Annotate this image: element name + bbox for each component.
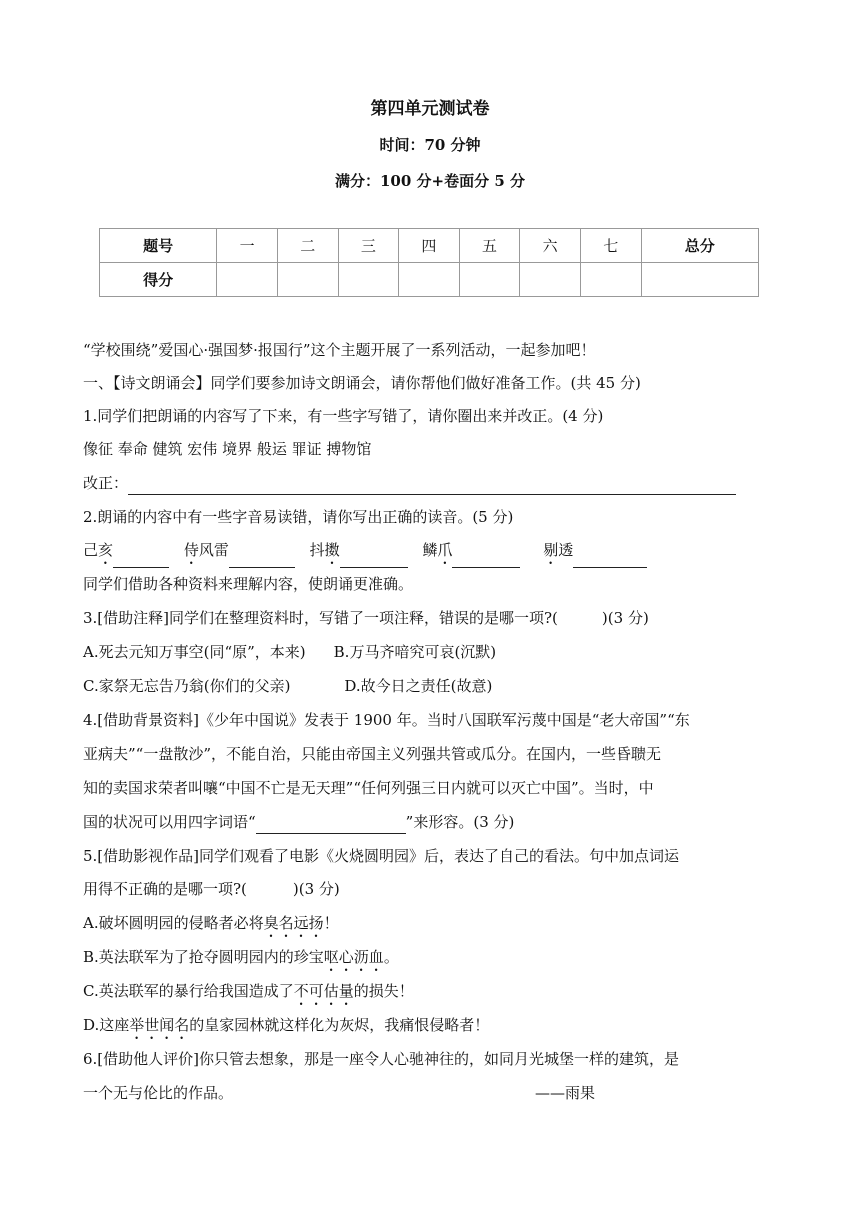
score-input-cell[interactable]: [399, 263, 460, 297]
word-text: 抖: [309, 541, 325, 559]
question-1-stem: 1.同学们把朗诵的内容写了下来，有一些字写错了，请你圈出来并改正。(4 分): [83, 407, 604, 425]
exam-full-score: 满分：100 分+卷面分 5 分: [335, 172, 525, 190]
dotted-char: 剔: [543, 541, 559, 559]
dotted-phrase: 不可估量: [293, 982, 354, 1000]
option-text: A.破坏圆明园的侵略者必将: [83, 914, 264, 932]
question-3-stem: [83, 606, 649, 630]
dotted-phrase: 臭名远扬: [263, 914, 324, 932]
dotted-phrase: 举世闻名: [129, 1016, 190, 1034]
question-2-stem: 2.朗诵的内容中有一些字音易读错，请你写出正确的读音。(5 分): [83, 508, 514, 526]
question-1-words: 像征 奉命 健筑 宏伟 境界 般运 罪证 搏物馆: [83, 440, 372, 458]
score-table: [99, 228, 759, 297]
option-a[interactable]: [83, 911, 339, 941]
option-text: C.英法联军的暴行给我国造成了: [83, 982, 294, 1000]
score-input-cell[interactable]: [580, 263, 641, 297]
dotted-phrase: 呕心沥血: [323, 948, 384, 966]
dotted-char: 侍: [183, 541, 199, 559]
question-1-answer: [83, 471, 736, 495]
question-6-line: 一个无与伦比的作品。: [83, 1084, 234, 1102]
word-text: 透: [558, 541, 574, 559]
table-cell: 题号: [100, 229, 217, 263]
option-text: ！: [323, 914, 339, 932]
question-text: 用得不正确的是哪一项?(: [83, 880, 247, 898]
option-text: D.这座: [83, 1016, 130, 1034]
word-text: 鳞: [422, 541, 438, 559]
score-input-cell[interactable]: [217, 263, 278, 297]
option-c[interactable]: C.家祭无忘告乃翁(你们的父亲): [83, 677, 291, 695]
question-2-items: [83, 538, 647, 568]
exam-time: 时间：70 分钟: [379, 136, 481, 154]
table-cell: 五: [459, 229, 520, 263]
option-d[interactable]: D.故今日之责任(故意): [344, 677, 493, 695]
question-6-line: 6.[借助他人评价]你只管去想象，那是一座令人心驰神往的，如同月光城堡一样的建筑，是: [83, 1050, 680, 1068]
question-5-line: 5.[借助影视作品]同学们观看了电影《火烧圆明园》后，表达了自己的看法。句中加点词运: [83, 847, 680, 865]
table-cell: 四: [399, 229, 460, 263]
score-input-cell[interactable]: [520, 263, 581, 297]
option-text: B.英法联军为了抢夺圆明园内的珍宝: [83, 948, 324, 966]
question-4-line: 亚病夫”“一盘散沙”，不能自治，只能由帝国主义列强共管或瓜分。在国内，一些昏聩无: [83, 745, 662, 763]
option-c[interactable]: [83, 979, 414, 1009]
table-cell: 得分: [100, 263, 217, 297]
question-text: 3.[借助注释]同学们在整理资料时，写错了一项注释，错误的是哪一项?(: [83, 609, 558, 627]
question-text: )(3 分): [601, 609, 649, 627]
score-table-score-row: [100, 263, 759, 297]
transition-text: 同学们借助各种资料来理解内容，使朗诵更准确。: [83, 575, 414, 593]
question-text: )(3 分): [292, 880, 340, 898]
answer-label: 改正：: [83, 474, 129, 492]
answer-blank[interactable]: [340, 549, 408, 568]
word-text: 风雷: [198, 541, 229, 559]
word-text: 己: [83, 541, 99, 559]
answer-blank[interactable]: [256, 815, 406, 834]
option-text: 的皇家园林就这样化为灰烬，我痛恨侵略者！: [189, 1016, 490, 1034]
intro-text: “学校围绕”爱国心·强国梦·报国行”这个主题开展了一系列活动，一起参加吧！: [83, 341, 596, 359]
option-d[interactable]: [83, 1013, 489, 1043]
question-text: 国的状况可以用四字词语“: [83, 813, 256, 831]
question-3-options-cd: [83, 674, 492, 698]
dotted-char: 擞: [324, 541, 340, 559]
option-b[interactable]: [83, 945, 399, 975]
answer-blank[interactable]: [573, 549, 647, 568]
quote-author: ——雨果: [535, 1084, 596, 1102]
table-cell: 六: [520, 229, 581, 263]
option-a[interactable]: A.死去元知万事空(同“原”，本来): [83, 643, 306, 661]
option-b[interactable]: B.万马齐喑究可哀(沉默): [333, 643, 497, 661]
score-input-cell[interactable]: [641, 263, 758, 297]
score-input-cell[interactable]: [459, 263, 520, 297]
question-5-line: [83, 877, 340, 901]
table-cell: 总分: [641, 229, 758, 263]
table-cell: 三: [338, 229, 399, 263]
dotted-char: 爪: [437, 541, 453, 559]
section-heading: 一、【诗文朗诵会】同学们要参加诗文朗诵会，请你帮他们做好准备工作。(共 45 分): [83, 374, 641, 392]
question-4-line: [83, 810, 514, 834]
table-cell: 二: [277, 229, 338, 263]
question-4-line: 知的卖国求荣者叫嚷“中国不亡是无天理”“任何列强三日内就可以灭亡中国”。当时，中: [83, 779, 654, 797]
option-text: 的损失！: [353, 982, 414, 1000]
question-4-line: 4.[借助背景资料]《少年中国说》发表于 1900 年。当时八国联军污蔑中国是“老大帝国”“东: [83, 711, 690, 729]
dotted-char: 亥: [98, 541, 114, 559]
option-text: 。: [383, 948, 399, 966]
answer-blank[interactable]: [229, 549, 295, 568]
table-cell: 一: [217, 229, 278, 263]
page-title: 第四单元测试卷: [370, 99, 490, 119]
table-cell: 七: [580, 229, 641, 263]
answer-blank[interactable]: [128, 476, 736, 495]
answer-blank[interactable]: [452, 549, 520, 568]
score-input-cell[interactable]: [277, 263, 338, 297]
score-table-header-row: [100, 229, 759, 263]
question-text: ”来形容。(3 分): [405, 813, 515, 831]
score-input-cell[interactable]: [338, 263, 399, 297]
answer-blank[interactable]: [113, 549, 169, 568]
question-3-options-ab: [83, 640, 496, 664]
